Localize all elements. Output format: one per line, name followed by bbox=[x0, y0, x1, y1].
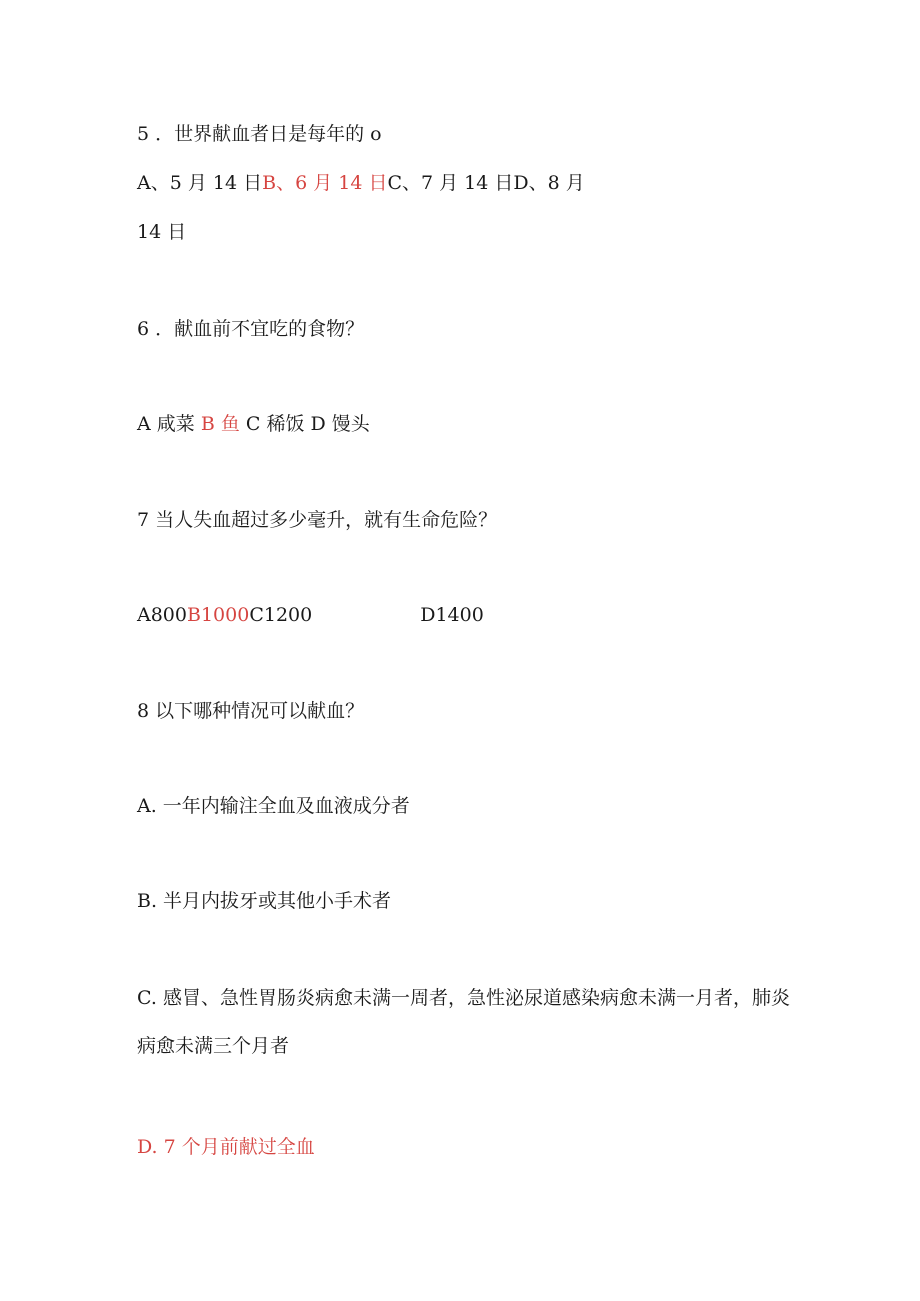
q7-option-b-answer: B1000 bbox=[187, 604, 250, 626]
q5-option-a: A、5 月 14 日 bbox=[137, 172, 263, 194]
q8-option-c: C. 感冒、急性胃肠炎病愈未满一周者，急性泌尿道感染病愈未满一月者，肺炎 bbox=[137, 987, 790, 1009]
question-5-options-row bbox=[137, 171, 585, 195]
q7-option-c: C1200 bbox=[249, 604, 313, 626]
q6-option-b-answer: B 鱼 bbox=[200, 413, 240, 435]
q7-option-d: D1400 bbox=[420, 604, 484, 626]
q8-option-c-continued: 病愈未满三个月者 bbox=[137, 1035, 290, 1057]
question-8-text: 8 以下哪种情况可以献血？ bbox=[137, 700, 365, 722]
question-5-text: 5 ．世界献血者日是每年的 o bbox=[137, 123, 382, 145]
question-7-options-row bbox=[137, 603, 484, 627]
q8-option-b: B. 半月内拔牙或其他小手术者 bbox=[137, 890, 392, 912]
question-6-text: 6 ．献血前不宜吃的食物？ bbox=[137, 318, 365, 340]
q6-option-c: C 稀饭 bbox=[245, 413, 305, 435]
question-6-options-row bbox=[137, 412, 370, 436]
question-7-text: 7 当人失血超过多少毫升，就有生命危险？ bbox=[137, 509, 498, 531]
q5-option-d-continued: 14 日 bbox=[137, 221, 187, 243]
q7-option-a: A800 bbox=[137, 604, 187, 626]
q5-option-b-answer: B、6 月 14 日 bbox=[262, 172, 388, 194]
q8-option-a: A. 一年内输注全血及血液成分者 bbox=[137, 795, 410, 817]
q8-option-d-answer: D. 7 个月前献过全血 bbox=[137, 1136, 315, 1158]
q6-option-a: A 咸菜 bbox=[137, 413, 195, 435]
q5-option-c: C、7 月 14 日 bbox=[387, 172, 514, 194]
q6-option-d: D 馒头 bbox=[310, 413, 370, 435]
q5-option-d: D、8 月 bbox=[513, 172, 585, 194]
